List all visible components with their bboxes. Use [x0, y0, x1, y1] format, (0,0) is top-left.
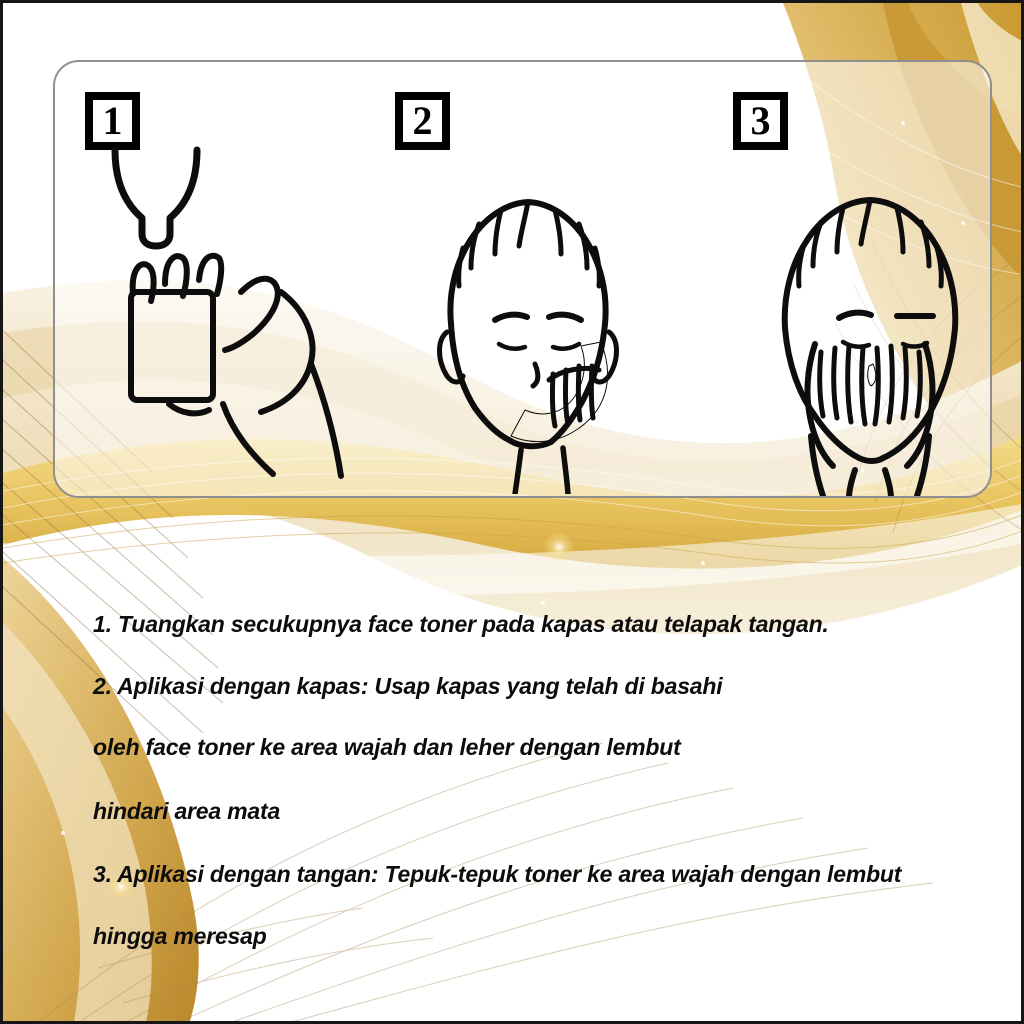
closed-eyes: [499, 344, 579, 349]
instruction-line: hingga meresap: [93, 923, 267, 949]
instruction-line: 2. Aplikasi dengan kapas: Usap kapas yang telah di basahi: [93, 673, 723, 699]
pat-face-with-hands-icon: [755, 168, 985, 498]
hair-strokes: [459, 202, 600, 286]
step-number: 3: [750, 98, 771, 143]
sparkle-glow: [543, 531, 575, 563]
pour-toner-on-cotton-pad-icon: [73, 142, 373, 482]
instruction-line: 3. Aplikasi dengan tangan: Tepuk-tepuk toner ke area wajah dengan lembut: [93, 861, 902, 887]
step-number-box-2: [395, 92, 450, 150]
instruction-line: hindari area mata: [93, 798, 281, 824]
instruction-line: oleh face toner ke area wajah dan leher dengan lembut: [93, 734, 681, 760]
nose: [533, 364, 538, 386]
neck-lines: [515, 448, 568, 494]
eyebrows: [495, 315, 581, 320]
steps-panel: [53, 60, 992, 498]
step-number: 2: [412, 98, 433, 143]
nose: [868, 364, 876, 386]
step-number-box-3: [733, 92, 788, 150]
instruction-line: 1. Tuangkan secukupnya face toner pada kapas atau telapak tangan.: [93, 611, 829, 637]
step-number: 1: [102, 98, 123, 143]
eyebrows-and-eyes: [839, 313, 933, 347]
hand-holding-pad: [131, 256, 341, 476]
wipe-face-with-pad-icon: [403, 174, 653, 494]
bottle-neck-outline: [115, 150, 197, 246]
hair-strokes: [799, 200, 942, 286]
